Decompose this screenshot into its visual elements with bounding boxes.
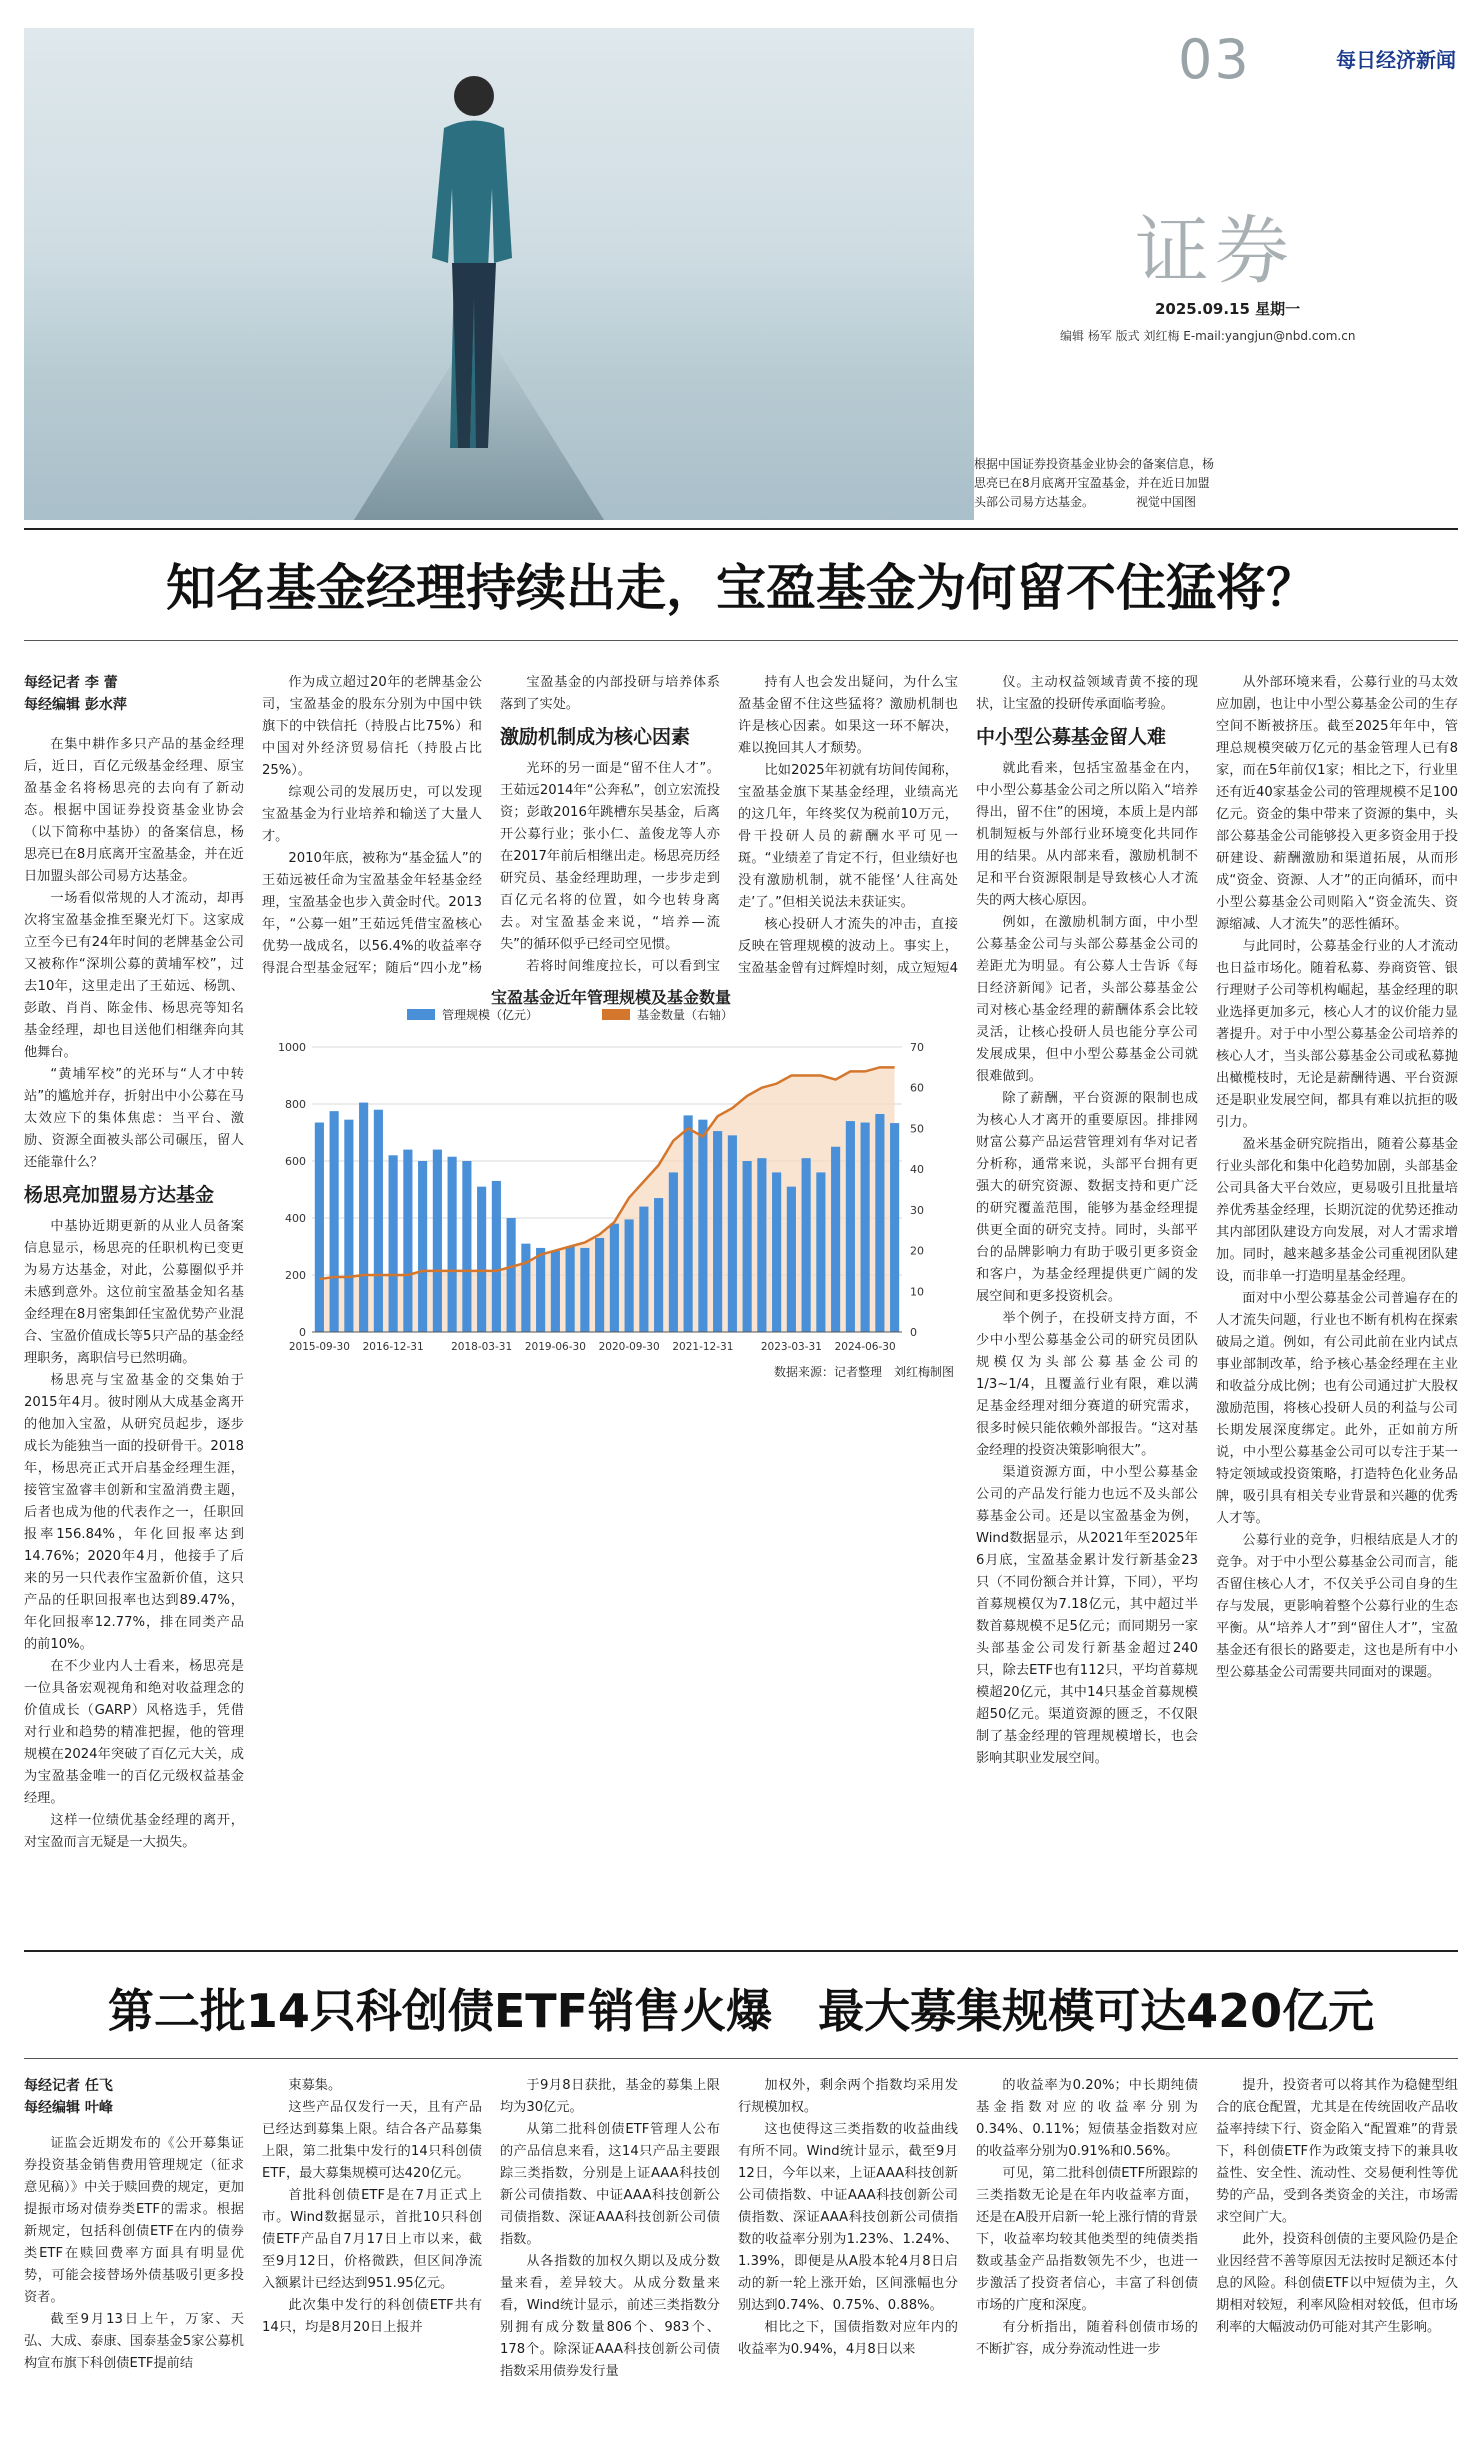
paragraph: 束募集。 bbox=[288, 2078, 342, 2093]
paragraph: 持有人也会发出疑问，为什么宝盈基金留不住这些猛将？激励机制也许是核心因素。如果这一环不解决，难以挽回其人才颓势。 bbox=[738, 675, 958, 756]
bar-2017Q2 bbox=[418, 1161, 427, 1332]
paragraph: 首批科创债ETF是在7月正式上市。Wind数据显示，首批10只科创债ETF产品自7月17日上市以来，截至9月12日，价格微跌，但区间净流入额累计已经达到951.95亿元。 bbox=[262, 2188, 482, 2291]
divider bbox=[24, 1950, 1458, 1952]
divider bbox=[24, 528, 1458, 530]
article1-below-chart bbox=[262, 1392, 958, 1942]
y-right-tick-label: 30 bbox=[910, 1203, 924, 1217]
y-right-tick-label: 40 bbox=[910, 1163, 924, 1177]
bar-2020Q1 bbox=[580, 1248, 589, 1332]
paragraph: 在集中耕作多只产品的基金经理后，近日，百亿元级基金经理、原宝盈基金名将杨思亮的去向有了新动态。根据中国证券投资基金业协会（以下简称中基协）的备案信息，杨思亮已在8月底离开宝盈基金，并在近日加盟头部公司易方达基金。 bbox=[24, 737, 244, 884]
article2-column-6 bbox=[1216, 2075, 1458, 2429]
paragraph: 举个例子，在投研支持方面，不少中小型公募基金公司的研究员团队规模仅为头部公募基金公司的1/3~1/4，且覆盖行业有限，难以满足基金经理对细分赛道的研究需求，很多时候只能依赖外部报告。“这对基金经理的投资决策影响很大”。 bbox=[976, 1311, 1198, 1458]
paragraph: 证监会近期发布的《公开募集证券投资基金销售费用管理规定（征求意见稿）》中关于赎回费的规定，更加提振市场对债券类ETF的需求。根据新规定，包括科创债ETF在内的债券类ETF在赎回费率方面具有明显优势，可能会接替场外债基吸引更多投资者。 bbox=[24, 2136, 244, 2305]
reporter-byline: 每经记者 任飞 bbox=[24, 2078, 113, 2094]
bar-2015Q3 bbox=[315, 1123, 324, 1332]
bar-2022Q4 bbox=[743, 1161, 752, 1332]
hero-photo bbox=[24, 28, 974, 520]
bar-2017Q4 bbox=[448, 1157, 457, 1332]
bar-2017Q1 bbox=[403, 1150, 412, 1332]
newspaper-name: 每日经济新闻 bbox=[1336, 48, 1456, 72]
paragraph: 于9月8日获批，基金的募集上限均为30亿元。 bbox=[500, 2078, 720, 2115]
bar-2022Q1 bbox=[698, 1120, 707, 1332]
bar-2021Q1 bbox=[639, 1207, 648, 1332]
bar-2025Q1 bbox=[875, 1114, 884, 1332]
x-tick-label: 2015-09-30 bbox=[288, 1341, 350, 1353]
editors-line: 编辑 杨军 版式 刘红梅 E-mail:yangjun@nbd.com.cn bbox=[1060, 329, 1356, 343]
article2-column-3 bbox=[500, 2075, 720, 2429]
x-tick-label: 2019-06-30 bbox=[524, 1341, 586, 1353]
page-number: 03 bbox=[1178, 28, 1251, 91]
y-right-tick-label: 10 bbox=[910, 1285, 924, 1299]
paragraph: 公募行业的竞争，归根结底是人才的竞争。对于中小型公募基金公司而言，能否留住核心人才，不仅关乎公司自身的生存与发展，更影响着整个公募行业的生态平衡。从“培养人才”到“留住人才”，宝盈基金还有很长的路要走，这也是所有中小型公募基金公司需要共同面对的课题。 bbox=[1216, 1533, 1458, 1680]
paragraph: 这也使得这三类指数的收益曲线有所不同。Wind统计显示，截至9月12日，今年以来，上证AAA科技创新公司债指数、中证AAA科技创新公司债指数、深证AAA科技创新公司债指数的收益率分别为1.23%、1.24%、1.39%，即便是从A股本轮4月8日启动的新一轮上涨开始，区间涨幅也分别达到0.74%、0.75%、0.88%。 bbox=[738, 2122, 958, 2313]
bar-2024Q3 bbox=[846, 1121, 855, 1332]
bar-2023Q4 bbox=[802, 1158, 811, 1332]
bar-2017Q3 bbox=[433, 1150, 442, 1332]
x-tick-label: 2024-06-30 bbox=[834, 1341, 896, 1353]
bar-2018Q1 bbox=[462, 1161, 471, 1332]
article1-column-4 bbox=[738, 672, 958, 977]
bar-2020Q2 bbox=[595, 1238, 604, 1332]
y-left-tick-label: 400 bbox=[285, 1212, 306, 1225]
bar-2019Q1 bbox=[521, 1244, 530, 1332]
y-right-tick-label: 20 bbox=[910, 1244, 924, 1258]
paragraph: “黄埔军校”的光环与“人才中转站”的尴尬并存，折射出中小公募在马太效应下的集体焦虑：当平台、激励、资源全面被头部公司碾压，留人还能靠什么？ bbox=[24, 1067, 244, 1170]
bar-2025Q2 bbox=[890, 1123, 899, 1332]
divider bbox=[24, 2058, 1458, 2059]
paragraph: 除了薪酬，平台资源的限制也成为核心人才离开的重要原因。排排网财富公募产品运营管理刘有华对记者分析称，通常来说，头部平台拥有更强大的研究资源、数据支持和更广泛的研究覆盖范围，能够为基金经理提供更全面的研究支持。同时，头部平台的品牌影响力有助于吸引更多资金和客户，为基金经理提供更广阔的发展空间和更多投资机会。 bbox=[976, 1091, 1198, 1304]
bar-2024Q1 bbox=[816, 1172, 825, 1332]
issue-date: 2025.09.15 星期一 bbox=[1155, 300, 1301, 318]
bar-2019Q3 bbox=[551, 1251, 560, 1332]
section-title: 证券 bbox=[1135, 208, 1295, 294]
x-tick-label: 2021-12-31 bbox=[672, 1341, 734, 1353]
bar-2022Q2 bbox=[713, 1131, 722, 1332]
bar-2019Q2 bbox=[536, 1248, 545, 1332]
reporter-byline: 每经记者 李 蕾 bbox=[24, 675, 118, 691]
y-left-tick-label: 600 bbox=[285, 1155, 306, 1168]
paragraph: 综观公司的发展历史，可以发现宝盈基金为行业培养和输送了大量人才。 bbox=[262, 785, 482, 844]
article2-column-2 bbox=[262, 2075, 482, 2429]
paragraph: 中基协近期更新的从业人员备案信息显示，杨思亮的任职机构已变更为易方达基金，对此，公募圈似乎并未感到意外。这位前宝盈基金知名基金经理在8月密集卸任宝盈优势产业混合、宝盈价值成长等5只产品的基金经理职务，离职信号已然明确。 bbox=[24, 1219, 244, 1366]
y-left-tick-label: 800 bbox=[285, 1098, 306, 1111]
bar-2016Q4 bbox=[389, 1155, 398, 1332]
bar-2022Q3 bbox=[728, 1135, 737, 1332]
chart-title: 宝盈基金近年管理规模及基金数量 bbox=[490, 988, 731, 1007]
paragraph: 提升，投资者可以将其作为稳健型组合的底仓配置，尤其是在传统固收产品收益率持续下行、资金陷入“配置难”的背景下，科创债ETF作为政策支持下的兼具收益性、安全性、流动性、交易便利性等优势的产品，受到各类资金的关注，市场需求空间广大。 bbox=[1216, 2078, 1458, 2225]
x-tick-label: 2016-12-31 bbox=[362, 1341, 424, 1353]
subheading: 中小型公募基金留人难 bbox=[976, 726, 1167, 748]
paragraph: 相比之下，国债指数对应年内的收益率为0.94%，4月8日以来 bbox=[738, 2320, 958, 2357]
paragraph: 2010年底，被称为“基金猛人”的王茹远被任命为宝盈基金年轻基金经理，宝盈基金也步入黄金时代。2013年，“公募一姐”王茹远凭借宝盈核心优势一战成名，以56.4%的收益率夺得混合型基金冠军；随后“四小龙”杨 bbox=[262, 851, 482, 976]
paragraph: 可见，第二批科创债ETF所跟踪的三类指数无论是在年内收益率方面，还是在A股开启新一轮上涨行情的背景下，收益率均较其他类型的纯债类指数或基金产品指数领先不少，也进一步激活了投资者信心，丰富了科创债市场的广度和深度。 bbox=[976, 2166, 1198, 2313]
legend-swatch-scale bbox=[407, 1009, 435, 1020]
paragraph: 比如2025年初就有坊间传闻称，宝盈基金旗下某基金经理，业绩高光的这几年，年终奖仅为税前10万元，骨干投研人员的薪酬水平可见一斑。“业绩差了肯定不行，但业绩好也没有激励机制，就不能怪‘人往高处走’了。”但相关说法未获证实。 bbox=[738, 763, 958, 910]
paragraph: 面对中小型公募基金公司普遍存在的人才流失问题，行业也不断有机构在探索破局之道。例如，有公司此前在业内试点事业部制改革，给予核心基金经理在主业和收益分成比例；也有公司通过扩大股权激励范围，将核心投研人员的利益与公司长期发展深度绑定。此外，正如前方所说，中小型公募基金公司可以专注于某一特定领域或投资策略，打造特色化业务品牌，吸引具有相关专业背景和兴趣的优秀人才等。 bbox=[1216, 1291, 1458, 1526]
bar-2021Q3 bbox=[669, 1172, 678, 1332]
paragraph: 有分析指出，随着科创债市场的不断扩容，成分券流动性进一步 bbox=[976, 2320, 1198, 2357]
article1-column-3 bbox=[500, 672, 720, 977]
y-right-tick-label: 60 bbox=[910, 1081, 924, 1095]
bar-2024Q2 bbox=[831, 1147, 840, 1332]
paragraph: 就此看来，包括宝盈基金在内，中小型公募基金公司之所以陷入“培养得出，留不住”的困境，本质上是内部机制短板与外部行业环境变化共同作用的结果。从内部来看，激励机制不足和平台资源限制是导致核心人才流失的两大核心原因。 bbox=[976, 761, 1198, 908]
legend-label-count: 基金数量（右轴） bbox=[637, 1008, 734, 1022]
paragraph: 在不少业内人士看来，杨思亮是一位具备宏观视角和绝对收益理念的价值成长（GARP）风格选手，凭借对行业和趋势的精准把握，他的管理规模在2024年突破了百亿元大关，成为宝盈基金唯一的百亿元级权益基金经理。 bbox=[24, 1659, 244, 1806]
legend-swatch-count bbox=[602, 1009, 630, 1020]
paragraph: 此外，投资科创债的主要风险仍是企业因经营不善等原因无法按时足额还本付息的风险。科创债ETF以中短债为主，久期相对较短，利率风险相对较低，但市场利率的大幅波动仍可能对其产生影响。 bbox=[1216, 2232, 1458, 2335]
article1-column-2 bbox=[262, 672, 482, 977]
chart-svg bbox=[262, 1007, 960, 1379]
paragraph: 若将时间维度拉长，可以看到宝 bbox=[526, 959, 720, 974]
chart-source: 数据来源：记者整理 刘红梅制图 bbox=[773, 1365, 954, 1379]
article1-column-1 bbox=[24, 672, 244, 1854]
article2-column-4 bbox=[738, 2075, 958, 2429]
bar-2020Q3 bbox=[610, 1224, 619, 1332]
paragraph: 宝盈基金的内部投研与培养体系落到了实处。 bbox=[500, 675, 720, 712]
paragraph: 一场看似常规的人才流动，却再次将宝盈基金推至聚光灯下。这家成立至今已有24年时间的老牌基金公司又被称作“深圳公募的黄埔军校”，过去10年，这里走出了王茹远、杨凯、彭敢、肖肖、陈金伟、杨思亮等知名基金经理，却也目送他们相继奔向其他舞台。 bbox=[24, 891, 244, 1060]
bar-2016Q3 bbox=[374, 1110, 383, 1332]
paragraph: 作为成立超过20年的老牌基金公司，宝盈基金的股东分别为中国中铁旗下的中铁信托（持股占比75%）和中国对外经济贸易信托（持股占比25%）。 bbox=[262, 675, 482, 778]
paragraph: 渠道资源方面，中小型公募基金公司的产品发行能力也远不及头部公募基金公司。还是以宝盈基金为例，Wind数据显示，从2021年至2025年6月底，宝盈基金累计发行新基金23只（不同份额合并计算，下同），平均首募规模仅为7.18亿元，其中超过半数首募规模不足5亿元；而同期另一家头部基金公司发行新基金超过240只，除去ETF也有112只，平均首募规模超20亿元，其中14只基金首募规模超50亿元。渠道资源的匮乏，不仅限制了基金经理的管理规模增长，也会影响其职业发展空间。 bbox=[976, 1465, 1198, 1766]
bar-2018Q4 bbox=[507, 1218, 516, 1332]
y-left-tick-label: 1000 bbox=[278, 1041, 306, 1054]
bar-2023Q3 bbox=[787, 1187, 796, 1332]
y-left-tick-label: 200 bbox=[285, 1269, 306, 1282]
article2-column-1 bbox=[24, 2075, 244, 2429]
paragraph: 从第二批科创债ETF管理人公布的产品信息来看，这14只产品主要跟踪三类指数，分别是上证AAA科技创新公司债指数、中证AAA科技创新公司债指数、深证AAA科技创新公司债指数。 bbox=[500, 2122, 720, 2247]
bar-2023Q2 bbox=[772, 1172, 781, 1332]
x-tick-label: 2023-03-31 bbox=[760, 1341, 822, 1353]
paragraph: 光环的另一面是“留不住人才”。王茹远2014年“公奔私”，创立宏流投资；彭敢2016年跳槽东吴基金，后离开公募行业；张小仁、盖俊龙等人亦在2017年前后相继出走。杨思亮历经研究员、基金经理助理，一步步走到百亿元名将的位置，如今也转身离去。对宝盈基金来说，“培养—流失”的循环似乎已经司空见惯。 bbox=[500, 761, 720, 952]
article1-column-6 bbox=[1216, 672, 1458, 1940]
x-tick-label: 2020-09-30 bbox=[598, 1341, 660, 1353]
paragraph: 这些产品仅发行一天，且有产品已经达到募集上限。结合各产品募集上限，第二批集中发行的14只科创债ETF，最大募集规模可达420亿元。 bbox=[262, 2100, 482, 2181]
paragraph: 例如，在激励机制方面，中小型公募基金公司与头部公募基金公司的差距尤为明显。有公募人士告诉《每日经济新闻》记者，头部公募基金公司对核心基金经理的薪酬体系会比较灵活，让核心投研人员也能分享公司发展成果，但中小型公募基金公司就很难做到。 bbox=[976, 915, 1198, 1084]
bar-2019Q4 bbox=[566, 1247, 575, 1333]
bar-2015Q4 bbox=[330, 1111, 339, 1332]
paragraph: 从各指数的加权久期以及成分数量来看，差异较大。从成分数量来看，Wind统计显示，前述三类指数分别拥有成分数量806个、983个、178个。除深证AAA科技创新公司债指数采用债券发行量 bbox=[500, 2254, 720, 2379]
photo-caption: 根据中国证券投资基金业协会的备案信息，杨思亮已在8月底离开宝盈基金，并在近日加盟头部公司易方达基金。 视觉中国图 bbox=[974, 457, 1215, 509]
article2-headline: 第二批14只科创债ETF销售火爆 最大募集规模可达420亿元 bbox=[107, 1984, 1375, 2038]
paragraph: 此次集中发行的科创债ETF共有14只，均是8月20日上报并 bbox=[262, 2298, 482, 2335]
editor-byline: 每经编辑 叶峰 bbox=[24, 2100, 113, 2116]
paragraph: 从外部环境来看，公募行业的马太效应加剧，也让中小型公募基金公司的生存空间不断被挤压。截至2025年年中，管理总规模突破万亿元的基金管理人已有8家，而在5年前仅1家；相比之下，行业里还有近40家基金公司的管理规模不足100亿元。资金的集中带来了资源的集中，头部公募基金公司能够投入更多资金用于投研建设、薪酬激励和渠道拓展，从而形成“资金、资源、人才”的正向循环，而中小型公募基金公司则陷入“资金流失、资源缩减、人才流失”的恶性循环。 bbox=[1216, 675, 1458, 932]
divider bbox=[24, 640, 1458, 641]
y-right-tick-label: 70 bbox=[910, 1041, 924, 1054]
article1-headline: 知名基金经理持续出走，宝盈基金为何留不住猛将？ bbox=[166, 559, 1316, 617]
paragraph: 加权外，剩余两个指数均采用发行规模加权。 bbox=[738, 2078, 958, 2115]
bar-2016Q2 bbox=[359, 1103, 368, 1332]
bar-2024Q4 bbox=[861, 1123, 870, 1332]
subheading: 激励机制成为核心因素 bbox=[500, 726, 691, 748]
management-scale-chart bbox=[262, 985, 960, 1380]
y-left-tick-label: 0 bbox=[299, 1326, 306, 1339]
x-tick-label: 2018-03-31 bbox=[451, 1341, 513, 1353]
paragraph: 盈米基金研究院指出，随着公募基金行业头部化和集中化趋势加剧，头部基金公司具备大平台效应，更易吸引且批量培养优秀基金经理，长期沉淀的优势还推动其内部团队建设方向发展，对人才需求增加。同时，越来越多基金公司重视团队建设，而非单一打造明星基金经理。 bbox=[1216, 1137, 1458, 1284]
paragraph: 杨思亮与宝盈基金的交集始于2015年4月。彼时刚从大成基金离开的他加入宝盈，从研究员起步，逐步成长为能独当一面的投研骨干。2018年，杨思亮正式开启基金经理生涯，接管宝盈睿丰创新和宝盈消费主题，后者也成为他的代表作之一，任职回报率156.84%，年化回报率达到14.76%；2020年4月，他接手了后来的另一只代表作宝盈新价值，这只产品的任职回报率也达到89.47%，年化回报率12.77%，排在同类产品的前10%。 bbox=[24, 1373, 244, 1652]
bar-2023Q1 bbox=[757, 1158, 766, 1332]
bar-2016Q1 bbox=[344, 1120, 353, 1332]
paragraph: 核心投研人才流失的冲击，直接反映在管理规模的波动上。事实上，宝盈基金曾有过辉煌时刻，成立短短4 bbox=[738, 917, 958, 976]
y-right-tick-label: 0 bbox=[910, 1326, 917, 1339]
paragraph: 截至9月13日上午，万家、天弘、大成、泰康、国泰基金5家公募机构宣布旗下科创债ETF提前结 bbox=[24, 2312, 244, 2371]
bar-2020Q4 bbox=[625, 1219, 634, 1332]
article2-column-5 bbox=[976, 2075, 1198, 2429]
paragraph: 仪。主动权益领域青黄不接的现状，让宝盈的投研传承面临考验。 bbox=[976, 675, 1198, 712]
paragraph: 这样一位绩优基金经理的离开，对宝盈而言无疑是一大损失。 bbox=[24, 1813, 244, 1850]
bar-2018Q2 bbox=[477, 1187, 486, 1332]
bar-2018Q3 bbox=[492, 1181, 501, 1332]
legend-label-scale: 管理规模（亿元） bbox=[442, 1008, 539, 1022]
paragraph: 与此同时，公募基金行业的人才流动也日益市场化。随着私募、券商资管、银行理财子公司等机构崛起，基金经理的职业选择更加多元，核心人才的议价能力显著提升。对于中小型公募基金公司培养的核心人才，当头部公募基金公司或私募抛出橄榄枝时，无论是薪酬待遇、平台资源还是职业发展空间，都具有难以抗拒的吸引力。 bbox=[1216, 939, 1458, 1130]
paragraph: 的收益率为0.20%；中长期纯债基金指数对应的收益率分别为0.34%、0.11%；短债基金指数对应的收益率分别为0.91%和0.56%。 bbox=[976, 2078, 1198, 2159]
article1-column-5 bbox=[976, 672, 1198, 1940]
bar-2021Q4 bbox=[684, 1115, 693, 1332]
y-right-tick-label: 50 bbox=[910, 1122, 924, 1136]
bar-2021Q2 bbox=[654, 1198, 663, 1332]
editor-byline: 每经编辑 彭水萍 bbox=[24, 697, 127, 713]
subheading: 杨思亮加盟易方达基金 bbox=[24, 1184, 215, 1206]
